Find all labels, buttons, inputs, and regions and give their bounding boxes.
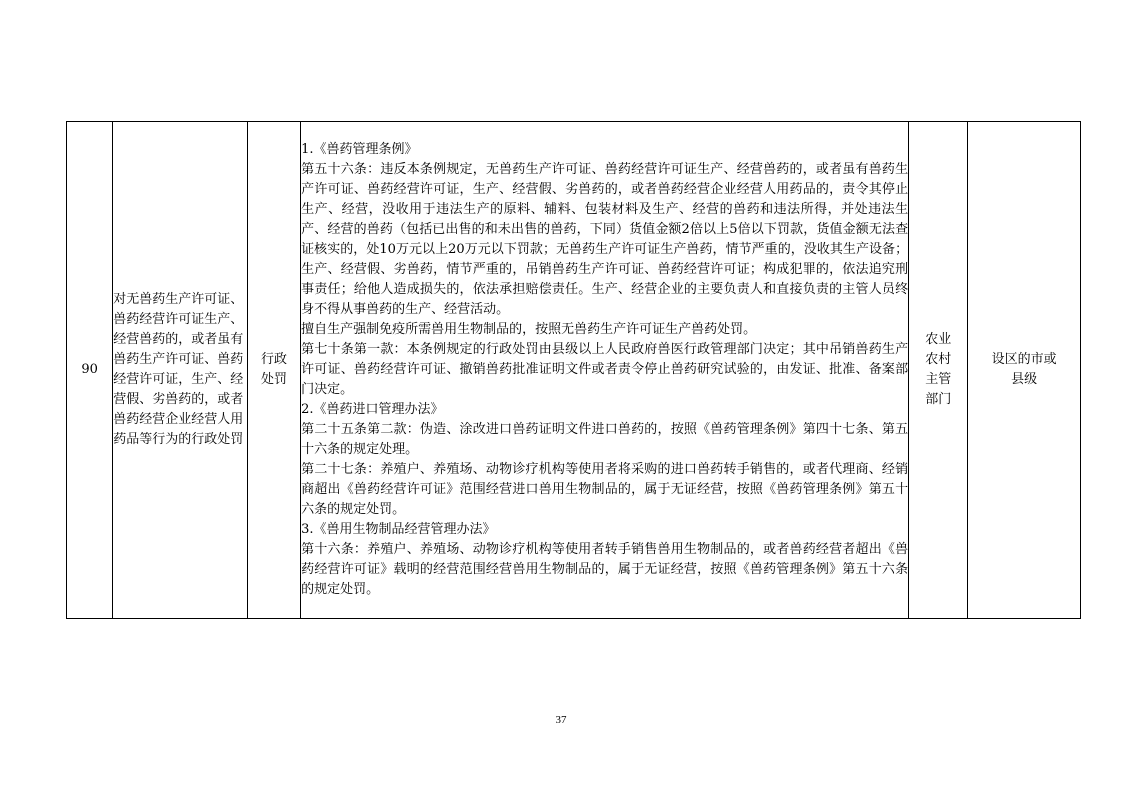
- basis-article-56-supplement: 擅自生产强制免疫所需兽用生物制品的，按照无兽药生产许可证生产兽药处罚。: [301, 322, 757, 337]
- basis-heading-1: 1.《兽药管理条例》: [301, 142, 418, 157]
- basis-heading-3: 3.《兽用生物制品经营管理办法》: [301, 522, 496, 537]
- basis-article-70: 第七十条第一款：本条例规定的行政处罚由县级以上人民政府兽医行政管理部门决定；其中吊销兽药生产许可证、兽药经营许可证、撤销兽药批准证明文件或者责令停止兽药研究试验的，由发证、批准、备案部门决定。: [301, 342, 909, 397]
- item-name: 对无兽药生产许可证、兽药经营许可证生产、经营兽药的，或者虽有兽药生产许可证、兽药经营许可证，生产、经营假、劣兽药的，或者兽药经营企业经营人用药品等行为的行政处罚: [113, 292, 244, 447]
- department-cell: [909, 122, 968, 619]
- penalty-table: [66, 121, 1081, 619]
- department: 农业农村主管部门: [925, 332, 952, 407]
- administrative-level: 设区的市或县级: [991, 352, 1057, 387]
- basis-heading-2: 2.《兽药进口管理办法》: [301, 402, 444, 417]
- row-number: 90: [81, 362, 98, 377]
- level-cell: [968, 122, 1081, 619]
- table-row: [67, 122, 1081, 619]
- action-type-cell: [247, 122, 300, 619]
- basis-import-article-25: 第二十五条第二款：伪造、涂改进口兽药证明文件进口兽药的，按照《兽药管理条例》第四十七条、第五十六条的规定处理。: [301, 422, 909, 457]
- row-number-cell: [67, 122, 113, 619]
- basis-bio-article-16: 第十六条：养殖户、养殖场、动物诊疗机构等使用者转手销售兽用生物制品的，或者兽药经营者超出《兽药经营许可证》载明的经营范围经营兽用生物制品的，属于无证经营，按照《兽药管理条例》第五十六条的规定处罚。: [301, 542, 909, 597]
- basis-article-56: 第五十六条：违反本条例规定，无兽药生产许可证、兽药经营许可证生产、经营兽药的，或者虽有兽药生产许可证、兽药经营许可证，生产、经营假、劣兽药的，或者兽药经营企业经营人用药品的，责令其停止生产、经营，没收用于违法生产的原料、辅料、包装材料及生产、经营的兽药和违法所得，并处违法生产、经营的兽药（包括已出售的和未出售的兽药，下同）货值金额2倍以上5倍以下罚款，货值金额无法查证核实的，处10万元以上20万元以下罚款；无兽药生产许可证生产兽药，情节严重的，没收其生产设备；生产、经营假、劣兽药，情节严重的，吊销兽药生产许可证、兽药经营许可证；构成犯罪的，依法追究刑事责任；给他人造成损失的，依法承担赔偿责任。生产、经营企业的主要负责人和直接负责的主管人员终身不得从事兽药的生产、经营活动。: [301, 162, 909, 317]
- basis-import-article-27: 第二十七条：养殖户、养殖场、动物诊疗机构等使用者将采购的进口兽药转手销售的，或者代理商、经销商超出《兽药经营许可证》范围经营进口兽用生物制品的，属于无证经营，按照《兽药管理条例》第五十六条的规定处罚。: [301, 462, 909, 517]
- legal-basis-cell: [301, 122, 909, 619]
- page-number: 37: [555, 714, 567, 726]
- item-name-cell: [113, 122, 248, 619]
- action-type: 行政处罚: [260, 352, 287, 387]
